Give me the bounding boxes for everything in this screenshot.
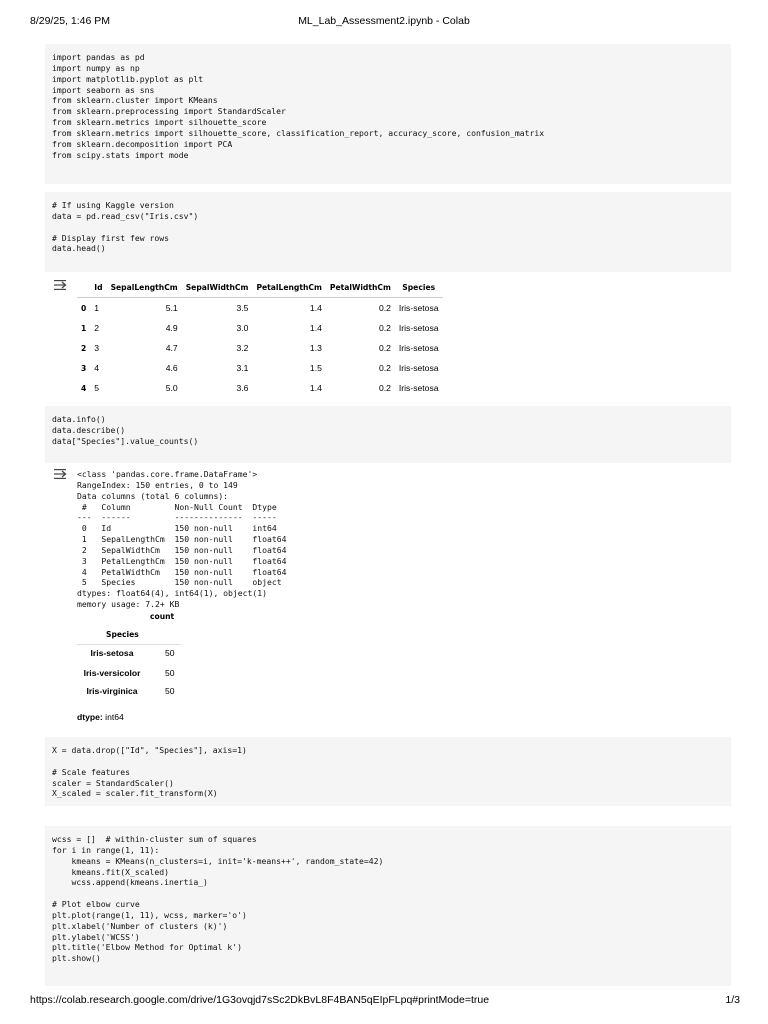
row-index: 2 bbox=[81, 343, 87, 353]
table-cell: 4.6 bbox=[165, 363, 178, 373]
print-page-number: 1/3 bbox=[725, 994, 740, 1006]
print-title: ML_Lab_Assessment2.ipynb - Colab bbox=[298, 15, 470, 27]
output-toggle-icon[interactable] bbox=[53, 468, 69, 480]
species-count: 50 bbox=[165, 668, 175, 678]
table-cell: Iris-setosa bbox=[398, 343, 439, 353]
table-cell: 0.2 bbox=[378, 323, 391, 333]
row-index: 4 bbox=[81, 383, 87, 393]
species-count: 50 bbox=[165, 686, 175, 696]
code-imports: import pandas as pd import numpy as np import matplotlib.pyplot as plt import seaborn as sns from sklearn.cluster import KMeans from sklearn.preprocessing import StandardScaler from sklearn.metrics import silhouette_score from sklearn.metrics import silhouette_score, classification_report, accuracy_score, confusion_matrix from sklearn.decomposition import PCA from scipy.stats import mode bbox=[52, 52, 545, 160]
row-index: 0 bbox=[81, 303, 87, 313]
count-header: count bbox=[150, 612, 175, 621]
table-row bbox=[77, 298, 443, 319]
code-elbow: wcss = [] # within-cluster sum of squares for i in range(1, 11): kmeans = KMeans(n_clusters=i, init='k-means++', random_state=42) kmeans.fit(X_scaled) wcss.append(kmeans.inertia_) # Plot elbow curve plt.plot(range(1, 11), wcss, marker='o') plt.xlabel('Number of clusters (k)') plt.ylabel('WCSS') plt.title('Elbow Method for Optimal k') plt.show() bbox=[52, 834, 384, 964]
code-cell-elbow[interactable] bbox=[45, 826, 731, 986]
column-header: SepalWidthCm bbox=[185, 282, 249, 292]
dtype-line bbox=[77, 712, 124, 722]
dtype-value: int64 bbox=[102, 712, 124, 722]
table-cell: 0.2 bbox=[378, 343, 391, 353]
head-output bbox=[77, 277, 443, 398]
table-cell: 1.4 bbox=[309, 383, 322, 393]
code-cell-imports[interactable] bbox=[45, 44, 731, 184]
dtype-label: dtype: bbox=[77, 712, 103, 722]
table-row bbox=[77, 318, 443, 338]
code-load: # If using Kaggle version data = pd.read_csv("Iris.csv") # Display first few rows data.head() bbox=[52, 200, 199, 254]
index-header bbox=[77, 277, 90, 298]
species-count: 50 bbox=[165, 648, 175, 658]
table-cell: 1.4 bbox=[309, 303, 322, 313]
table-cell: 3.5 bbox=[236, 303, 249, 313]
table-cell: 5 bbox=[94, 383, 100, 393]
species-label: Iris-versicolor bbox=[83, 668, 141, 678]
output-toggle-icon[interactable] bbox=[53, 279, 69, 291]
print-datetime: 8/29/25, 1:46 PM bbox=[30, 15, 110, 27]
table-cell: 0.2 bbox=[378, 383, 391, 393]
table-cell: Iris-setosa bbox=[398, 303, 439, 313]
print-url: https://colab.research.google.com/drive/1G3ovqjd7sSc2DkBvL8F4BAN5qEIpFLpq#printMode=true bbox=[30, 994, 490, 1006]
table-cell: 3.1 bbox=[236, 363, 249, 373]
header-divider bbox=[77, 644, 181, 645]
code-cell-info[interactable] bbox=[45, 406, 731, 463]
column-header: Id bbox=[94, 282, 103, 292]
table-cell: 1.3 bbox=[309, 343, 322, 353]
column-header: PetalLengthCm bbox=[256, 282, 322, 292]
table-cell: 4.9 bbox=[165, 323, 178, 333]
row-index: 3 bbox=[81, 363, 87, 373]
column-header: PetalWidthCm bbox=[329, 282, 391, 292]
species-header: Species bbox=[106, 630, 139, 639]
table-cell: 3.2 bbox=[236, 343, 249, 353]
table-cell: 3 bbox=[94, 343, 100, 353]
table-cell: 5.1 bbox=[165, 303, 178, 313]
species-label: Iris-setosa bbox=[90, 648, 134, 658]
list-item bbox=[77, 648, 181, 666]
table-cell: Iris-setosa bbox=[398, 323, 439, 333]
table-cell: 2 bbox=[94, 323, 100, 333]
table-cell: 4 bbox=[94, 363, 100, 373]
species-label: Iris-virginica bbox=[86, 686, 138, 696]
table-cell: 1.4 bbox=[309, 323, 322, 333]
table-cell: 1 bbox=[94, 303, 100, 313]
row-index: 1 bbox=[81, 323, 87, 333]
code-cell-scale[interactable] bbox=[45, 737, 731, 806]
list-item bbox=[77, 686, 181, 704]
table-cell: Iris-setosa bbox=[398, 363, 439, 373]
code-scale: X = data.drop(["Id", "Species"], axis=1) # Scale features scaler = StandardScaler() X_scaled = scaler.fit_transform(X) bbox=[52, 745, 247, 799]
table-cell: 4.7 bbox=[165, 343, 178, 353]
code-info: data.info() data.describe() data["Species"].value_counts() bbox=[52, 414, 199, 446]
info-output: <class 'pandas.core.frame.DataFrame'> RangeIndex: 150 entries, 0 to 149 Data columns (total 6 columns): # Column Non-Null Count Dtype --- ------ -------------- ----- 0 Id 150 non-null int64 1 SepalLengthCm 150 non-null float64 2 SepalWidthCm 150 non-null float64 3 PetalLengthCm 150 non-null float64 4 PetalWidthCm 150 non-null float64 5 Species 150 non-null object dtypes: float64(4), int64(1), object(1) memory usage: 7.2+ KB bbox=[77, 469, 287, 610]
head-table-header bbox=[77, 277, 443, 298]
table-cell: 1.5 bbox=[309, 363, 322, 373]
table-row bbox=[77, 378, 443, 398]
table-cell: 3.6 bbox=[236, 383, 249, 393]
table-cell: 0.2 bbox=[378, 363, 391, 373]
code-cell-load[interactable] bbox=[45, 192, 731, 272]
column-header: SepalLengthCm bbox=[110, 282, 178, 292]
table-cell: 0.2 bbox=[378, 303, 391, 313]
list-item bbox=[77, 668, 181, 686]
table-cell: Iris-setosa bbox=[398, 383, 439, 393]
column-header: Species bbox=[402, 282, 436, 292]
table-row bbox=[77, 338, 443, 358]
head-table bbox=[77, 277, 443, 398]
table-cell: 5.0 bbox=[165, 383, 178, 393]
table-row bbox=[77, 358, 443, 378]
table-cell: 3.0 bbox=[236, 323, 249, 333]
